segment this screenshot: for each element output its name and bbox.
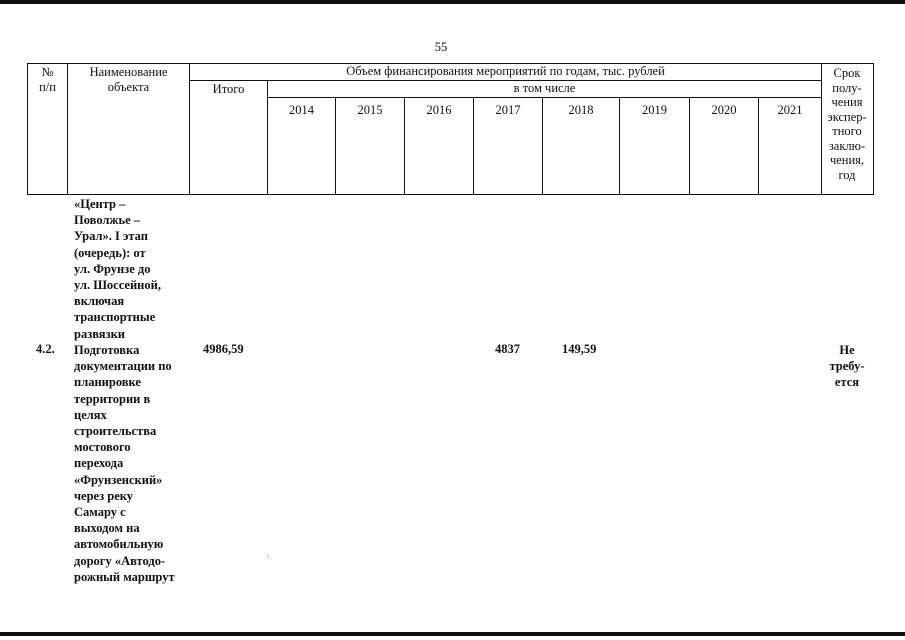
year-2017-header: 2017 — [495, 103, 521, 117]
continuation-text: «Центр – Поволжье – Урал». I этап (очередь): от ул. Фрунзе до ул. Шоссейной, включая транспортные развязки — [74, 197, 161, 341]
funding-title: Объем финансирования мероприятий по годам, тыс. рублей — [346, 64, 665, 78]
year-2015-header: 2015 — [357, 103, 383, 117]
row-total: 4986,59 — [203, 342, 244, 356]
scan-speck — [268, 556, 269, 557]
col-name-header: Наименование объекта — [89, 65, 168, 94]
col-total-header: Итого — [212, 82, 245, 96]
top-border — [0, 0, 905, 4]
row-value-2017: 4837 — [495, 342, 520, 356]
page-number: 55 — [434, 40, 448, 54]
row-deadline: Не требу- ется — [829, 343, 865, 389]
col-deadline-header: Срок полу- чения экспер- тного заклю- чения, год — [827, 66, 867, 182]
year-2014-header: 2014 — [289, 103, 314, 117]
year-2016-header: 2016 — [426, 103, 452, 117]
year-2019-header: 2019 — [642, 103, 667, 117]
year-2021-header: 2021 — [777, 103, 803, 117]
row-object-name: Подготовка документации по планировке территории в целях строительства мостового перехода «Фрунзенский» через реку Самару с выходом на автомобильную дорогу «Автодо- рожный маршрут — [74, 343, 175, 584]
row-value-2018: 149,59 — [562, 342, 597, 356]
col-number-header: № п/п — [39, 65, 56, 94]
including-header: в том числе — [513, 81, 576, 95]
year-2020-header: 2020 — [711, 103, 737, 117]
row-number: 4.2. — [36, 342, 55, 356]
bottom-border — [0, 632, 905, 636]
year-2018-header: 2018 — [568, 103, 594, 117]
